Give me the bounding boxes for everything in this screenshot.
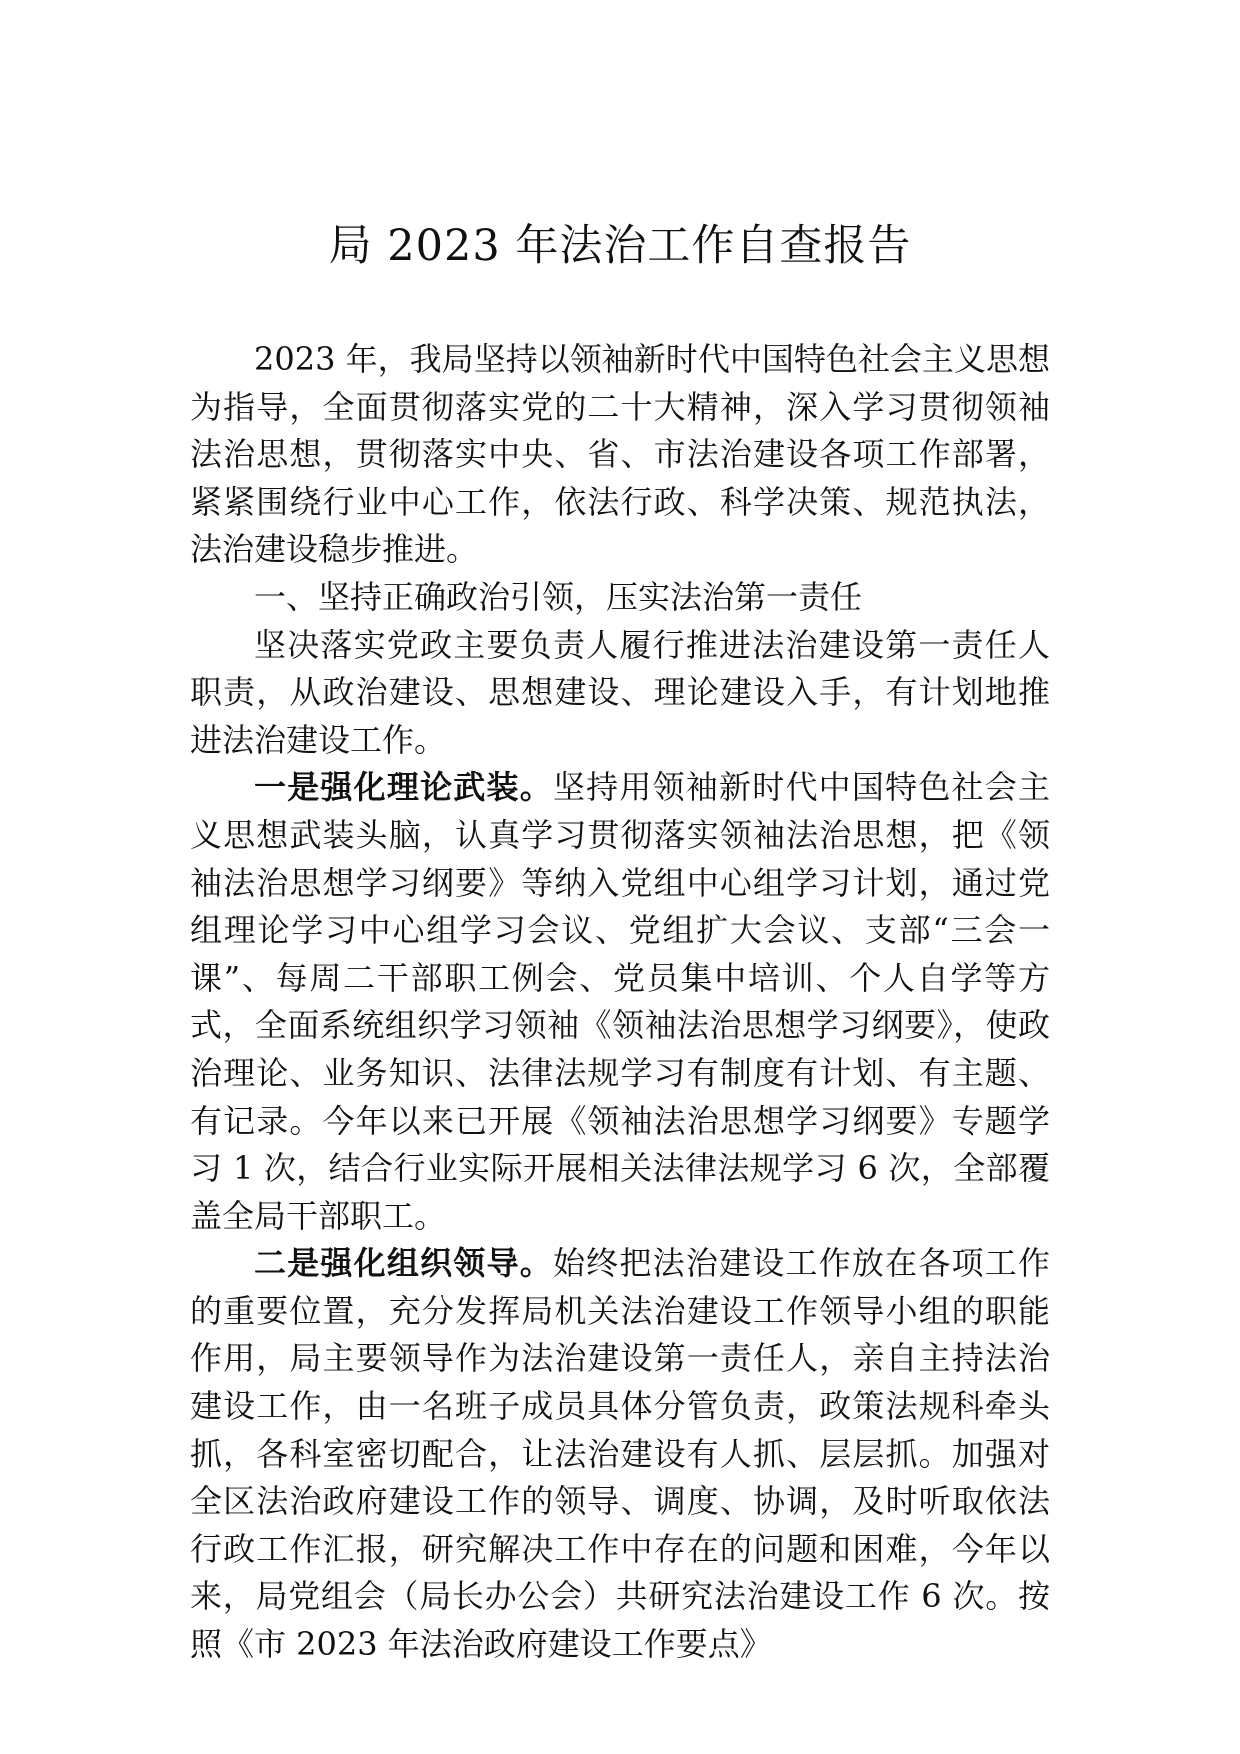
point-lead: 一是强化理论武装。 [254,768,553,807]
section-summary: 坚决落实党政主要负责人履行推进法治建设第一责任人职责，从政治建设、思想建设、理论建设入手，有计划地推进法治建设工作。 [190,625,1050,759]
section-heading: 一、坚持正确政治引领，压实法治第一责任 [254,577,863,616]
document-body [190,336,1050,1669]
point-text: 始终把法治建设工作放在各项工作的重要位置，充分发挥局机关法治建设工作领导小组的职能作用，局主要领导作为法治建设第一责任人，亲自主持法治建设工作，由一名班子成员具体分管负责，政策法规科牵头抓，各科室密切配合，让法治建设有人抓、层层抓。加强对全区法治政府建设工作的领导、调度、协调，及时听取依法行政工作汇报，研究解决工作中存在的问题和困难，今年以来，局党组会（局长办公会）共研究法治建设工作 6 次。按照《市 2023 年法治政府建设工作要点》 [190,1244,1050,1664]
point-paragraph [190,1240,1050,1668]
intro-paragraph: 2023 年，我局坚持以领袖新时代中国特色社会主义思想为指导，全面贯彻落实党的二十大精神，深入学习贯彻领袖法治思想，贯彻落实中央、省、市法治建设各项工作部署，紧紧围绕行业中心工作，依法行政、科学决策、规范执法，法治建设稳步推进。 [190,340,1050,569]
point-text: 坚持用领袖新时代中国特色社会主义思想武装头脑，认真学习贯彻落实领袖法治思想，把《领袖法治思想学习纲要》等纳入党组中心组学习计划，通过党组理论学习中心组学习会议、党组扩大会议、支部“三会一课”、每周二干部职工例会、党员集中培训、个人自学等方式，全面系统组织学习领袖《领袖法治思想学习纲要》，使政治理论、业务知识、法律法规学习有制度有计划、有主题、有记录。今年以来已开展《领袖法治思想学习纲要》专题学习 1 次，结合行业实际开展相关法律法规学习 6 次，全部覆盖全局干部职工。 [190,768,1050,1235]
document-title: 局 2023 年法治工作自查报告 [328,221,912,271]
point-paragraph [190,764,1050,1240]
point-lead: 二是强化组织领导。 [254,1244,553,1283]
